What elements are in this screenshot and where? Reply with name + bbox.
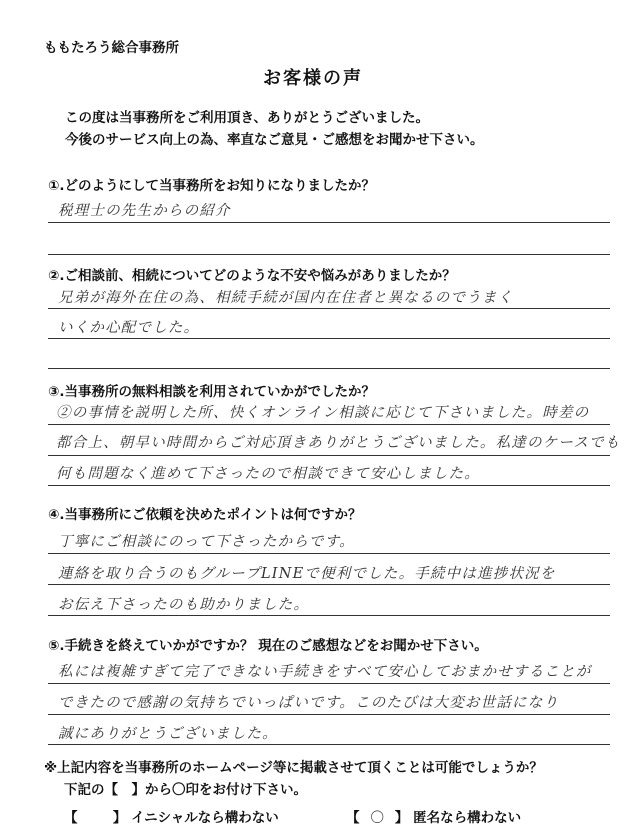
answer-rule — [48, 714, 610, 715]
answer-3-line-1: ②の事情を説明した所、快くオンライン相談に応じて下さいました。時差の — [56, 405, 590, 421]
option-label: イニシャルなら構わない — [131, 810, 279, 826]
question-4-label: ④.当事務所にご依頼を決めたポイントは何ですか？ — [48, 507, 362, 523]
answer-rule — [48, 424, 610, 425]
office-name: ももたろう総合事務所 — [44, 40, 179, 56]
answer-rule — [48, 615, 610, 616]
option-mark: 〇 — [370, 810, 384, 826]
answer-1-line-1: 税理士の先生からの紹介 — [58, 203, 231, 219]
consent-question: ※上記内容を当事務所のホームページ等に掲載させて頂くことは可能でしょうか？ — [44, 760, 543, 776]
consent-instruction: 下記の【 】から〇印をお付け下さい。 — [64, 782, 307, 798]
answer-5-line-2: できたので感謝の気持ちでいっぱいです。このたびは大変お世話になり — [58, 695, 560, 711]
answer-rule — [48, 254, 610, 255]
answer-rule — [48, 683, 610, 684]
answer-3-line-3: 何も問題なく進めて下さったので相談できて安心しました。 — [56, 466, 480, 482]
option-bracket-open: 【 — [346, 810, 360, 826]
answer-rule — [48, 584, 610, 585]
answer-rule — [48, 553, 610, 554]
option-initials[interactable] — [64, 806, 279, 826]
answer-rule — [48, 222, 610, 223]
answer-rule — [48, 455, 610, 456]
option-bracket-open: 【 — [64, 810, 78, 826]
answer-4-line-3: お伝え下さったのも助かりました。 — [58, 597, 310, 613]
answer-2-line-1: 兄弟が海外在住の為、相続手続が国内在住者と異なるのでうまく — [58, 290, 514, 306]
answer-rule — [48, 485, 610, 486]
answer-4-line-1: 丁寧にご相談にのって下さったからです。 — [58, 534, 355, 550]
answer-2-line-2: いくか心配でした。 — [58, 320, 200, 336]
option-anonymous[interactable] — [346, 806, 521, 826]
intro-line-1: この度は当事務所をご利用頂き、ありがとうございました。 — [65, 110, 429, 126]
page-title: お客様の声 — [263, 68, 363, 89]
answer-rule — [48, 338, 610, 339]
answer-rule — [48, 308, 610, 309]
option-bracket-close: 】 — [112, 810, 127, 826]
intro-line-2: 今後のサービス向上の為、率直なご意見・ご感想をお聞かせ下さい。 — [65, 132, 484, 148]
answer-rule — [48, 744, 610, 745]
question-1-label: ①.どのようにして当事務所をお知りになりましたか？ — [48, 178, 376, 194]
question-3-label: ③.当事務所の無料相談を利用されていかがでしたか？ — [48, 384, 376, 400]
answer-5-line-3: 誠にありがとうございました。 — [58, 726, 278, 742]
question-5-label: ⑤.手続きを終えていかがですか？ 現在のご感想などをお聞かせ下さい。 — [48, 638, 488, 654]
answer-4-line-2: 連絡を取り合うのもグループLINEで便利でした。手続中は進捗状況を — [58, 566, 556, 582]
answer-rule — [48, 368, 610, 369]
option-label: 匿名なら構わない — [413, 810, 522, 826]
answer-5-line-1: 私には複雑すぎて完了できない手続きをすべて安心しておまかせすることが — [58, 664, 592, 680]
question-2-label: ②.ご相談前、相続についてどのような不安や悩みがありましたか？ — [48, 268, 456, 284]
option-bracket-close: 】 — [394, 810, 409, 826]
answer-3-line-2: 都合上、朝早い時間からご対応頂きありがとうございました。私達のケースでも — [56, 435, 621, 451]
